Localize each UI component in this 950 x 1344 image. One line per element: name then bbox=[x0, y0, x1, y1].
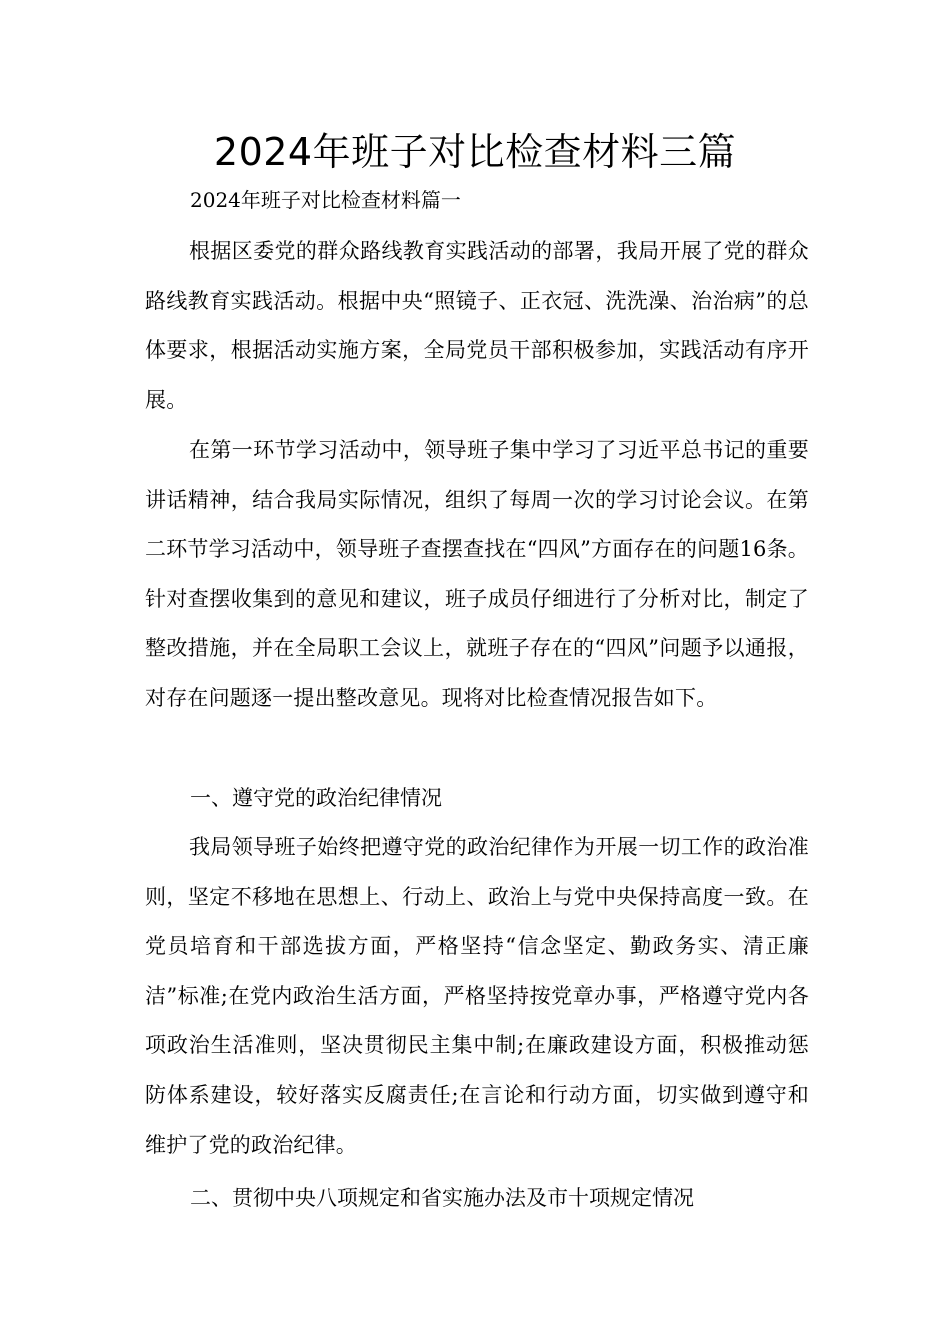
section-heading-1: 一、遵守党的政治纪律情况 bbox=[190, 786, 442, 810]
paragraph-1: 根据区委党的群众路线教育实践活动的部署，我局开展了党的群众路线教育实践活动。根据中央“照镜子、正衣冠、洗洗澡、治治病”的总体要求，根据活动实施方案，全局党员干部积极参加，实践活动有序开展。 bbox=[145, 239, 809, 412]
section-heading-2: 二、贯彻中央八项规定和省实施办法及市十项规定情况 bbox=[190, 1186, 694, 1210]
paragraph-2: 在第一环节学习活动中，领导班子集中学习了习近平总书记的重要讲话精神，结合我局实际情况，组织了每周一次的学习讨论会议。在第二环节学习活动中，领导班子查摆查找在“四风”方面存在的问题16条。针对查摆收集到的意见和建议，班子成员仔细进行了分析对比，制定了整改措施，并在全局职工会议上，就班子存在的“四风”问题予以通报，对存在问题逐一提出整改意见。现将对比检查情况报告如下。 bbox=[145, 438, 809, 710]
document-subtitle: 2024年班子对比检查材料篇一 bbox=[190, 188, 461, 212]
document-title: 2024年班子对比检查材料三篇 bbox=[213, 130, 737, 174]
paragraph-3: 我局领导班子始终把遵守党的政治纪律作为开展一切工作的政治准则，坚定不移地在思想上、行动上、政治上与党中央保持高度一致。在党员培育和干部选拔方面，严格坚持“信念坚定、勤政务实、清正廉洁”标准;在党内政治生活方面，严格坚持按党章办事，严格遵守党内各项政治生活准则，坚决贯彻民主集中制;在廉政建设方面，积极推动惩防体系建设，较好落实反腐责任;在言论和行动方面，切实做到遵守和维护了党的政治纪律。 bbox=[145, 835, 809, 1157]
